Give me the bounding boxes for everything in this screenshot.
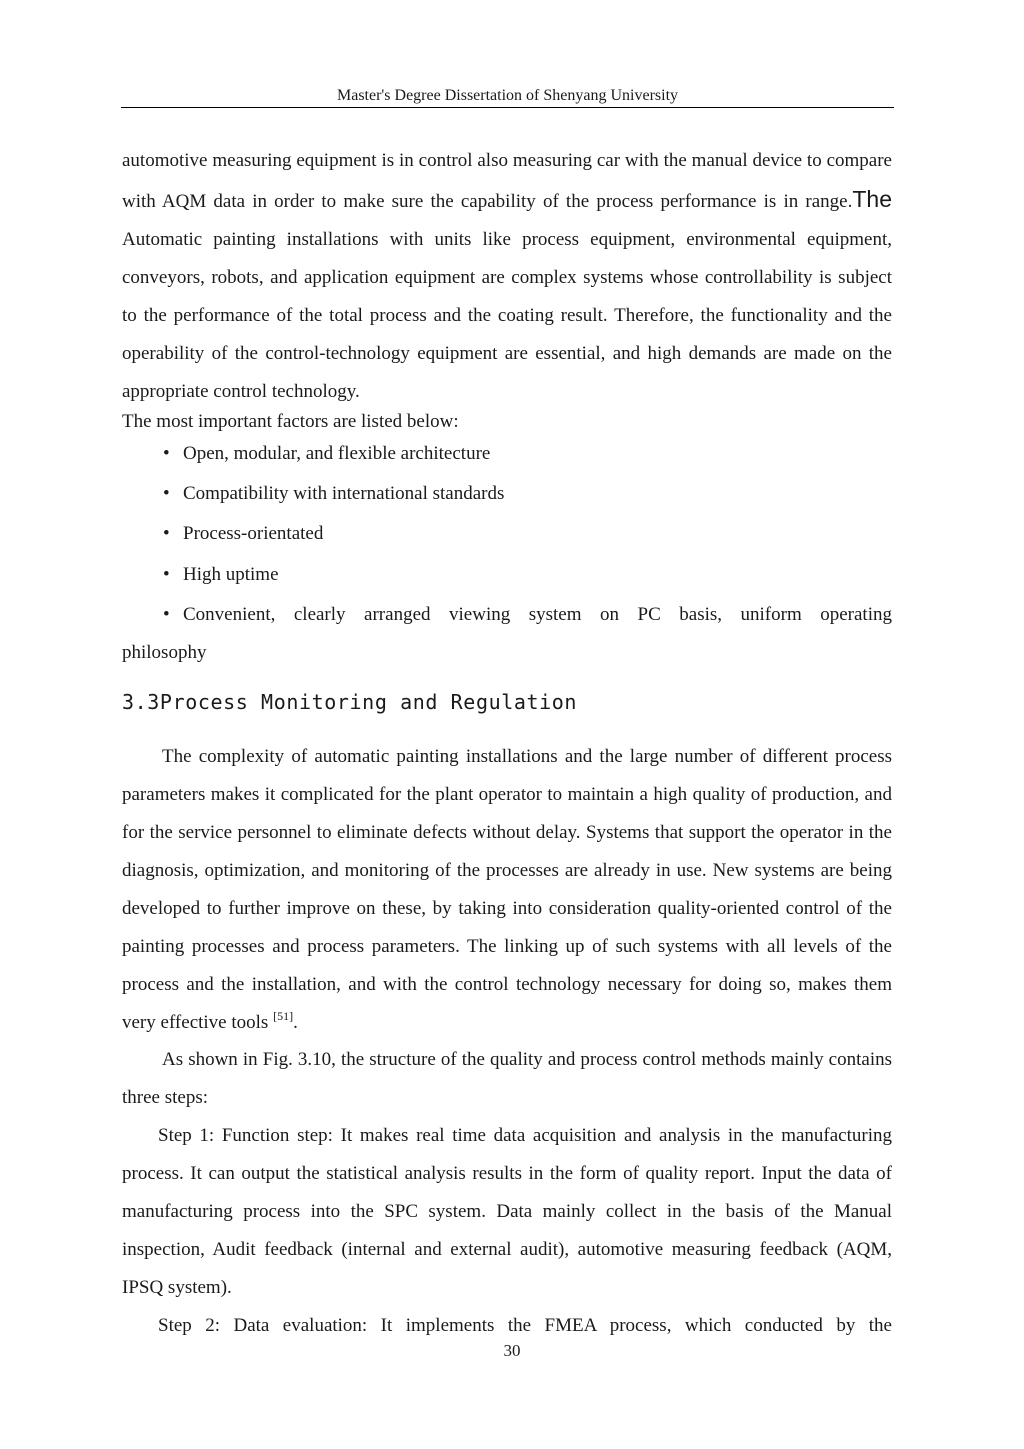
bullet-text: High uptime <box>183 564 279 585</box>
intro-last-line: The most important factors are listed below: <box>122 411 459 432</box>
bullet-item <box>163 435 892 473</box>
bullet-marker: • <box>163 564 170 585</box>
intro-the-word: The <box>852 186 892 212</box>
section-heading: 3.3Process Monitoring and Regulation <box>122 690 578 714</box>
header-rule <box>121 107 894 108</box>
bullet-text: Process-orientated <box>183 523 324 544</box>
intro-paragraph <box>122 142 892 437</box>
section-paragraph-1-body: The complexity of automatic painting installations and the large number of different process parameters makes it complicated for the plant operator to maintain a high quality of production, and for the service personnel to eliminate defects without delay. Systems that support the operator in the diagnosis, optimization, and monitoring of the processes are already in use. New systems are being developed to further improve on these, by taking into consideration quality-oriented control of the painting processes and process parameters. The linking up of such systems with all levels of the process and the installation, and with the control technology necessary for doing so, makes them very effective tools <box>122 746 892 1033</box>
bullet-item <box>163 596 892 634</box>
step-1-text: Step 1: Function step: It makes real time data acquisition and analysis in the manufacturing process. It can output the statistical analysis results in the form of quality report. Input the data of manufacturing process into the SPC system. Data mainly collect in the basis of the Manual inspection, Audit feedback (internal and external audit), automotive measuring feedback (AQM, IPSQ system). <box>122 1125 892 1298</box>
bullet-text: Open, modular, and flexible architecture <box>183 443 491 464</box>
section-paragraph-1 <box>122 738 892 1042</box>
section-paragraph-1-text <box>122 738 892 1042</box>
step-2-text: Step 2: Data evaluation: It implements the FMEA process, which conducted by the <box>158 1315 892 1336</box>
bullet-marker: • <box>163 604 170 625</box>
step-2-paragraph <box>122 1307 892 1345</box>
intro-part-1: automotive measuring equipment is in control also measuring car with the manual device to compare with AQM data in order to make sure the capability of the process performance is in range. <box>122 150 892 212</box>
bullet-continuation: philosophy <box>122 642 207 663</box>
running-header: Master's Degree Dissertation of Shenyang University <box>336 87 679 104</box>
bullet-text: Convenient, clearly arranged viewing system on PC basis, uniform operating <box>183 604 892 625</box>
bullet-item <box>163 515 892 553</box>
bullet-text: Compatibility with international standards <box>183 483 505 504</box>
section-paragraph-2-text: As shown in Fig. 3.10, the structure of the quality and process control methods mainly contains three steps: <box>122 1049 892 1108</box>
bullet-marker: • <box>163 523 170 544</box>
section-paragraph-2 <box>122 1041 892 1117</box>
step-1-paragraph <box>122 1117 892 1307</box>
page-number: 30 <box>503 1341 521 1360</box>
bullet-item <box>163 556 892 594</box>
bullet-marker: • <box>163 443 170 464</box>
citation-ref: [51] <box>273 1009 294 1023</box>
bullet-item <box>163 475 892 513</box>
intro-part-2: Automatic painting installations with units like process equipment, environmental equipment, conveyors, robots, and application equipment are complex systems whose controllability is subject to the performance of the total process and the coating result. Therefore, the functionality and the operability of the control-technology equipment are essential, and high demands are made on the appropriate control technology. <box>122 229 892 402</box>
bullet-marker: • <box>163 483 170 504</box>
section-paragraph-1-end: . <box>293 1012 298 1033</box>
intro-paragraph-text <box>122 142 892 411</box>
